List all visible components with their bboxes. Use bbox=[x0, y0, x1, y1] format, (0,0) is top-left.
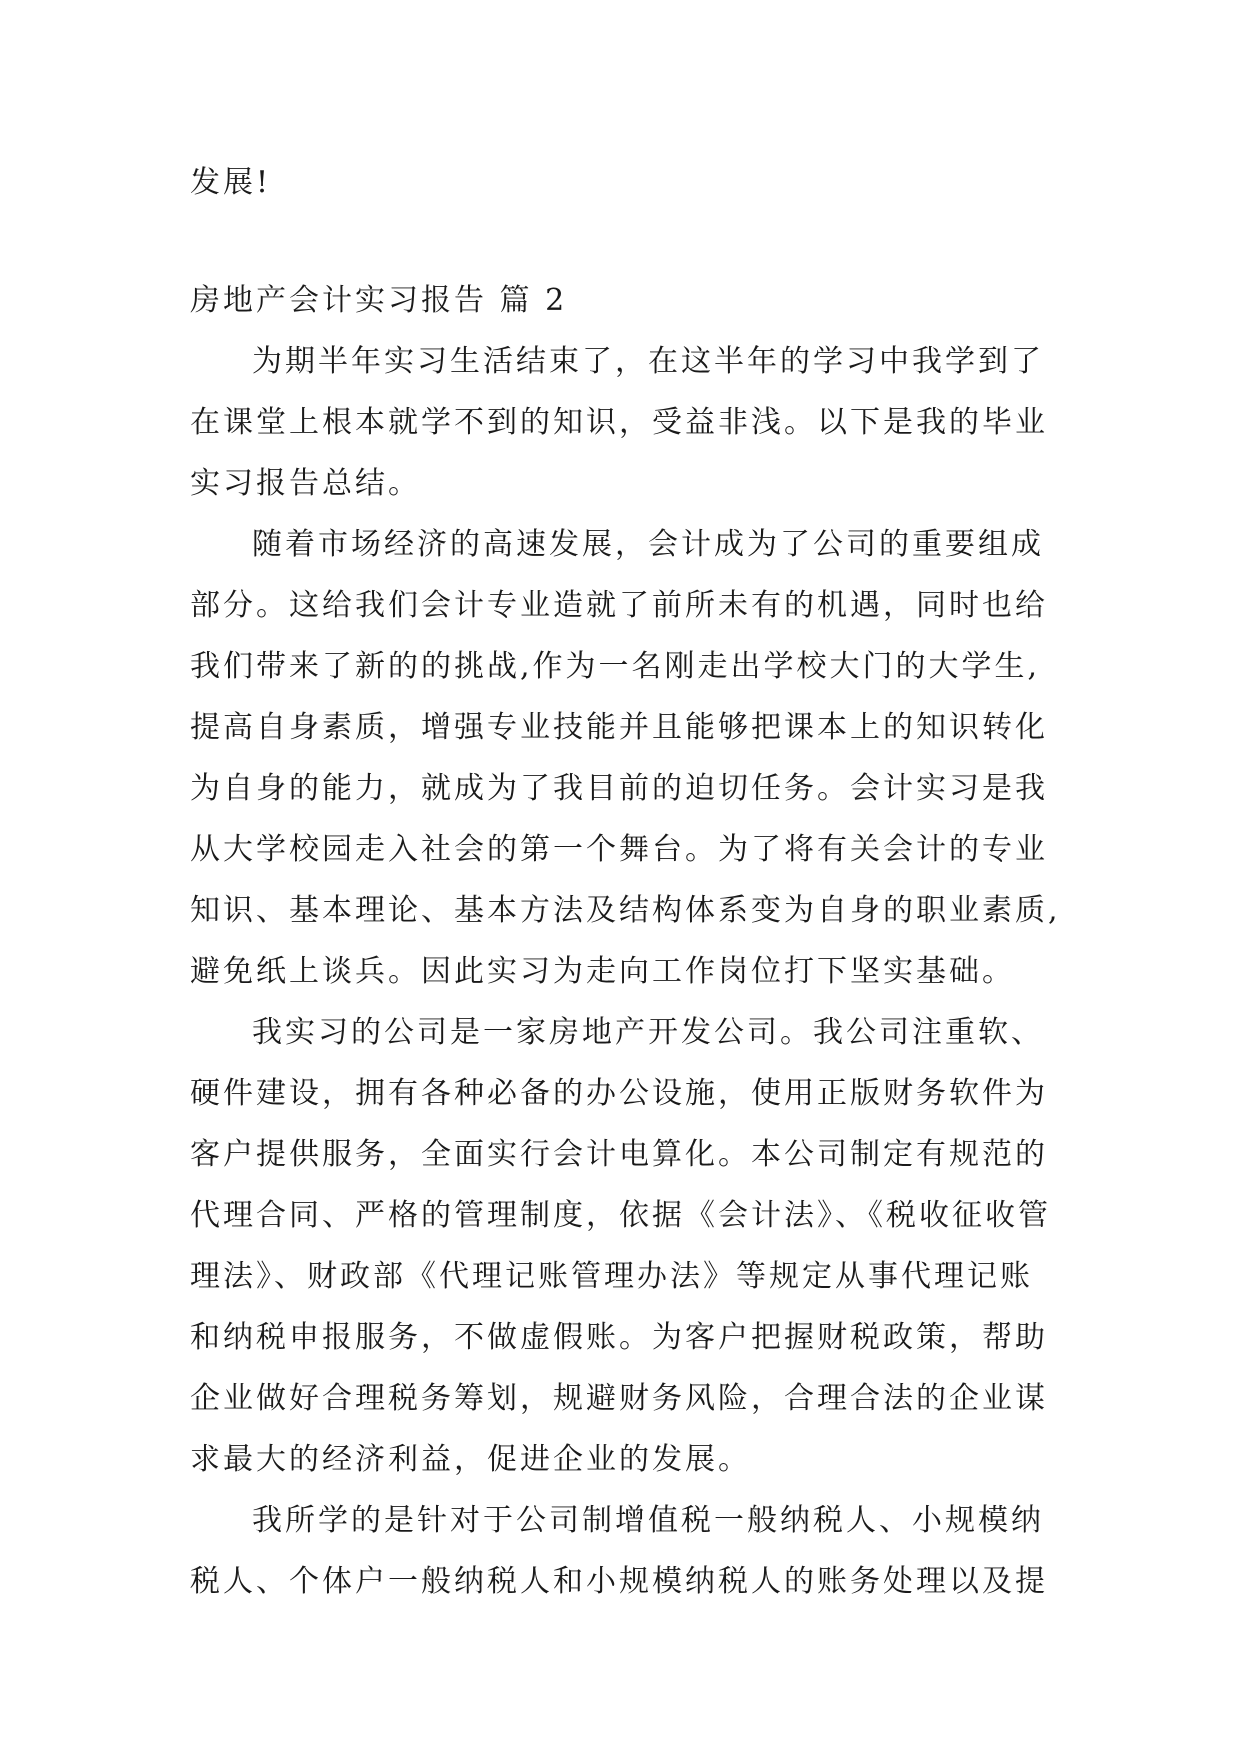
text-line: 我实习的公司是一家房地产开发公司。我公司注重软、 bbox=[252, 1015, 1044, 1050]
report-body bbox=[190, 331, 1061, 1612]
text-line: 硬件建设，拥有各种必备的办公设施，使用正版财务软件为 bbox=[190, 1076, 1048, 1111]
text-line: 为期半年实习生活结束了，在这半年的学习中我学到了 bbox=[252, 344, 1044, 379]
section-heading bbox=[190, 270, 1050, 331]
text-line: 我所学的是针对于公司制增值税一般纳税人、小规模纳 bbox=[252, 1503, 1044, 1538]
text-line: 在课堂上根本就学不到的知识，受益非浅。以下是我的毕业 bbox=[190, 405, 1048, 440]
text-line: 我们带来了新的的挑战,作为一名刚走出学校大门的大学生, bbox=[190, 649, 1041, 684]
text-line: 求最大的经济利益，促进企业的发展。 bbox=[190, 1442, 751, 1477]
text-line: 从大学校园走入社会的第一个舞台。为了将有关会计的专业 bbox=[190, 832, 1048, 867]
text-line: 和纳税申报服务，不做虚假账。为客户把握财税政策，帮助 bbox=[190, 1320, 1048, 1355]
section-title: 房地产会计实习报告 篇 2 bbox=[190, 283, 568, 318]
text-line: 避免纸上谈兵。因此实习为走向工作岗位打下坚实基础。 bbox=[190, 954, 1015, 989]
text-line: 客户提供服务，全面实行会计电算化。本公司制定有规范的 bbox=[190, 1137, 1048, 1172]
text-line: 代理合同、严格的管理制度，依据《会计法》、《税收征收管 bbox=[190, 1198, 1051, 1233]
text-line: 税人、个体户一般纳税人和小规模纳税人的账务处理以及提 bbox=[190, 1564, 1048, 1599]
text-line: 知识、基本理论、基本方法及结构体系变为自身的职业素质, bbox=[190, 893, 1061, 928]
text-line: 提高自身素质，增强专业技能并且能够把课本上的知识转化 bbox=[190, 710, 1048, 745]
text-line: 随着市场经济的高速发展，会计成为了公司的重要组成 bbox=[252, 527, 1044, 562]
closing-text: 发展! bbox=[190, 165, 272, 200]
text-line: 部分。这给我们会计专业造就了前所未有的机遇，同时也给 bbox=[190, 588, 1048, 623]
text-line: 为自身的能力，就成为了我目前的迫切任务。会计实习是我 bbox=[190, 771, 1048, 806]
closing-line bbox=[190, 152, 1050, 213]
text-line: 企业做好合理税务筹划，规避财务风险，合理合法的企业谋 bbox=[190, 1381, 1048, 1416]
text-line: 实习报告总结。 bbox=[190, 466, 421, 501]
text-line: 理法》、财政部《代理记账管理办法》等规定从事代理记账 bbox=[190, 1259, 1033, 1294]
